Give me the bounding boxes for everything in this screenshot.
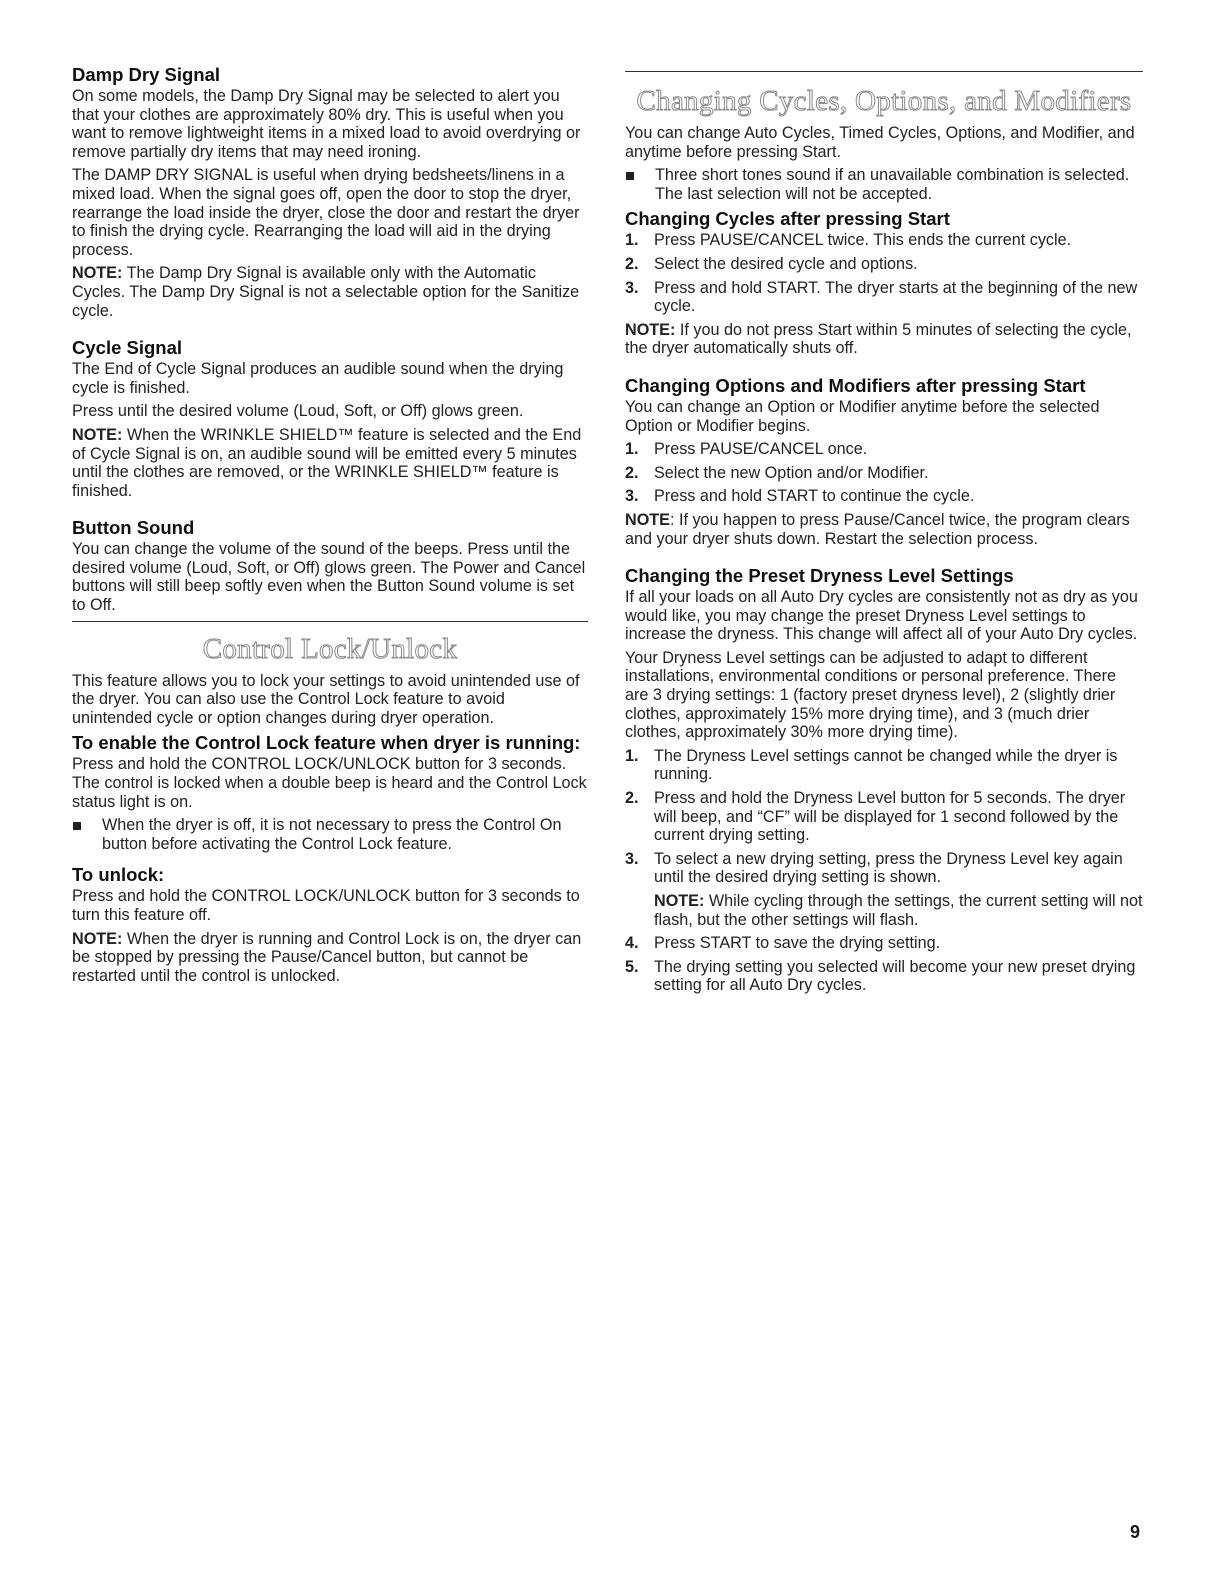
list-item: 3. Press and hold START. The dryer starts at the beginning of the new cycle.: [625, 278, 1138, 316]
section-divider: [72, 621, 588, 622]
after-start-note: NOTE: If you do not press Start within 5 minutes of selecting the cycle, the dryer automatically shuts off.: [625, 320, 1132, 358]
list-item: 2. Select the new Option and/or Modifier.: [625, 463, 929, 482]
step-note: NOTE: While cycling through the settings, the current setting will not flash, but the other settings will flash.: [654, 892, 1143, 929]
right-column: [625, 64, 1143, 1000]
unlock-heading: To unlock:: [72, 864, 165, 886]
changing-cycles-intro: You can change Auto Cycles, Timed Cycles, Options, and Modifier, and anytime before pressing Start.: [625, 124, 1135, 161]
list-item: 3. To select a new drying setting, press the Dryness Level key again until the desired drying setting is shown. NOTE: While cycling through the settings, the current setting will not flash, but the other settings will flash.: [625, 849, 1143, 929]
unlock-note: NOTE: When the dryer is running and Control Lock is on, the dryer can be stopped by pressing the Pause/Cancel button, but cannot be restarted until the control is unlocked.: [72, 929, 582, 985]
square-bullet-icon: [626, 172, 634, 180]
changing-options-heading: Changing Options and Modifiers after pressing Start: [625, 374, 1086, 396]
cycle-signal-paragraph-1: The End of Cycle Signal produces an audible sound when the drying cycle is finished.: [72, 360, 564, 397]
cycle-signal-heading: Cycle Signal: [72, 337, 183, 359]
damp-dry-paragraph-2: The DAMP DRY SIGNAL is useful when drying bedsheets/linens in a mixed load. When the signal goes off, open the door to stop the dryer, rearrange the load inside the dryer, close the door and restart the dryer to finish the drying cycle. Rearranging the load will aid in the drying process.: [72, 166, 580, 259]
list-item: 1. Press PAUSE/CANCEL twice. This ends the current cycle.: [625, 231, 1072, 250]
list-item: 1. Press PAUSE/CANCEL once.: [625, 440, 868, 459]
preset-dryness-paragraph-1: If all your loads on all Auto Dry cycles are consistently not as dry as you would like, you may change the preset Dryness Level settings to increase the dryness. This change will affect all of your Auto Dry cycles.: [625, 588, 1138, 644]
note-label: NOTE:: [72, 929, 123, 948]
button-sound-paragraph: You can change the volume of the sound of the beeps. Press until the desired volume (Loud, Soft, or Off) glows green. The Power and Cancel buttons will still beep softly even when the Button Sound volume is set to Off.: [72, 540, 586, 615]
cycle-signal-note: NOTE: When the WRINKLE SHIELD™ feature is selected and the End of Cycle Signal is on, an audible sound will be emitted every 5 minutes until the clothes are removed, or the WRINKLE SHIELD™ feature is finished.: [72, 425, 582, 500]
square-bullet-icon: [73, 822, 81, 830]
note-label: NOTE:: [72, 425, 123, 444]
damp-dry-heading: Damp Dry Signal: [72, 64, 221, 85]
enable-lock-heading: To enable the Control Lock feature when dryer is running:: [72, 732, 581, 754]
options-note: NOTE: If you happen to press Pause/Cancel twice, the program clears and your dryer shuts down. Restart the selection process.: [625, 510, 1130, 548]
list-item: Three short tones sound if an unavailable combination is selected. The last selection will not be accepted.: [625, 166, 1143, 203]
list-item: 1. The Dryness Level settings cannot be changed while the dryer is running.: [625, 746, 1118, 784]
note-label: NOTE:: [654, 892, 705, 910]
control-lock-title: Control Lock/Unlock: [202, 632, 458, 665]
list-item: 2. Press and hold the Dryness Level button for 5 seconds. The dryer will beep, and “CF” will be displayed for 1 second followed by the current drying setting.: [625, 789, 1126, 845]
list-item: 4. Press START to save the drying setting.: [625, 934, 941, 953]
list-item: 5. The drying setting you selected will become your new preset drying setting for all Auto Dry cycles.: [625, 957, 1136, 995]
unlock-paragraph: Press and hold the CONTROL LOCK/UNLOCK button for 3 seconds to turn this feature off.: [72, 887, 580, 924]
button-sound-heading: Button Sound: [72, 517, 195, 539]
note-label: NOTE: [625, 510, 670, 529]
list-item: When the dryer is off, it is not necessary to press the Control On button before activating the Control Lock feature.: [72, 816, 588, 853]
changing-cycles-title: Changing Cycles, Options, and Modifiers: [636, 85, 1132, 117]
section-divider: [625, 71, 1143, 72]
note-label: NOTE:: [72, 264, 123, 283]
left-column: [72, 64, 588, 990]
list-item: 3. Press and hold START to continue the cycle.: [625, 487, 975, 506]
changing-cycles-after-start-heading: Changing Cycles after pressing Start: [625, 208, 950, 230]
damp-dry-note: NOTE: The Damp Dry Signal is available only with the Automatic Cycles. The Damp Dry Signal is not a selectable option for the Sanitize cycle.: [72, 264, 580, 320]
list-item: 2. Select the desired cycle and options.: [625, 254, 918, 273]
enable-lock-paragraph: Press and hold the CONTROL LOCK/UNLOCK button for 3 seconds. The control is locked when a double beep is heard and the Control Lock status light is on.: [72, 755, 587, 811]
damp-dry-paragraph-1: On some models, the Damp Dry Signal may be selected to alert you that your clothes are approximately 80% dry. This is useful when you want to remove lightweight items in a mixed load to avoid overdrying or remove partially dry items that may need ironing.: [72, 87, 581, 161]
control-lock-intro: This feature allows you to lock your settings to avoid unintended use of the dryer. You can also use the Control Lock feature to avoid unintended cycle or option changes during dryer operation.: [72, 671, 580, 727]
preset-dryness-heading: Changing the Preset Dryness Level Settings: [625, 565, 1014, 587]
preset-dryness-paragraph-2: Your Dryness Level settings can be adjusted to adapt to different installations, environmental conditions or personal preference. There are 3 drying settings: 1 (factory preset dryness level), 2 (slightly drier clothes, approximately 15% more drying time), and 3 (much drier clothes, approximately 30% more drying time).: [625, 648, 1116, 742]
note-label: NOTE:: [625, 320, 676, 339]
changing-options-paragraph: You can change an Option or Modifier anytime before the selected Option or Modifier begins.: [625, 397, 1100, 435]
page-number: 9: [1130, 1522, 1141, 1542]
cycle-signal-paragraph-2: Press until the desired volume (Loud, Soft, or Off) glows green.: [72, 402, 524, 421]
